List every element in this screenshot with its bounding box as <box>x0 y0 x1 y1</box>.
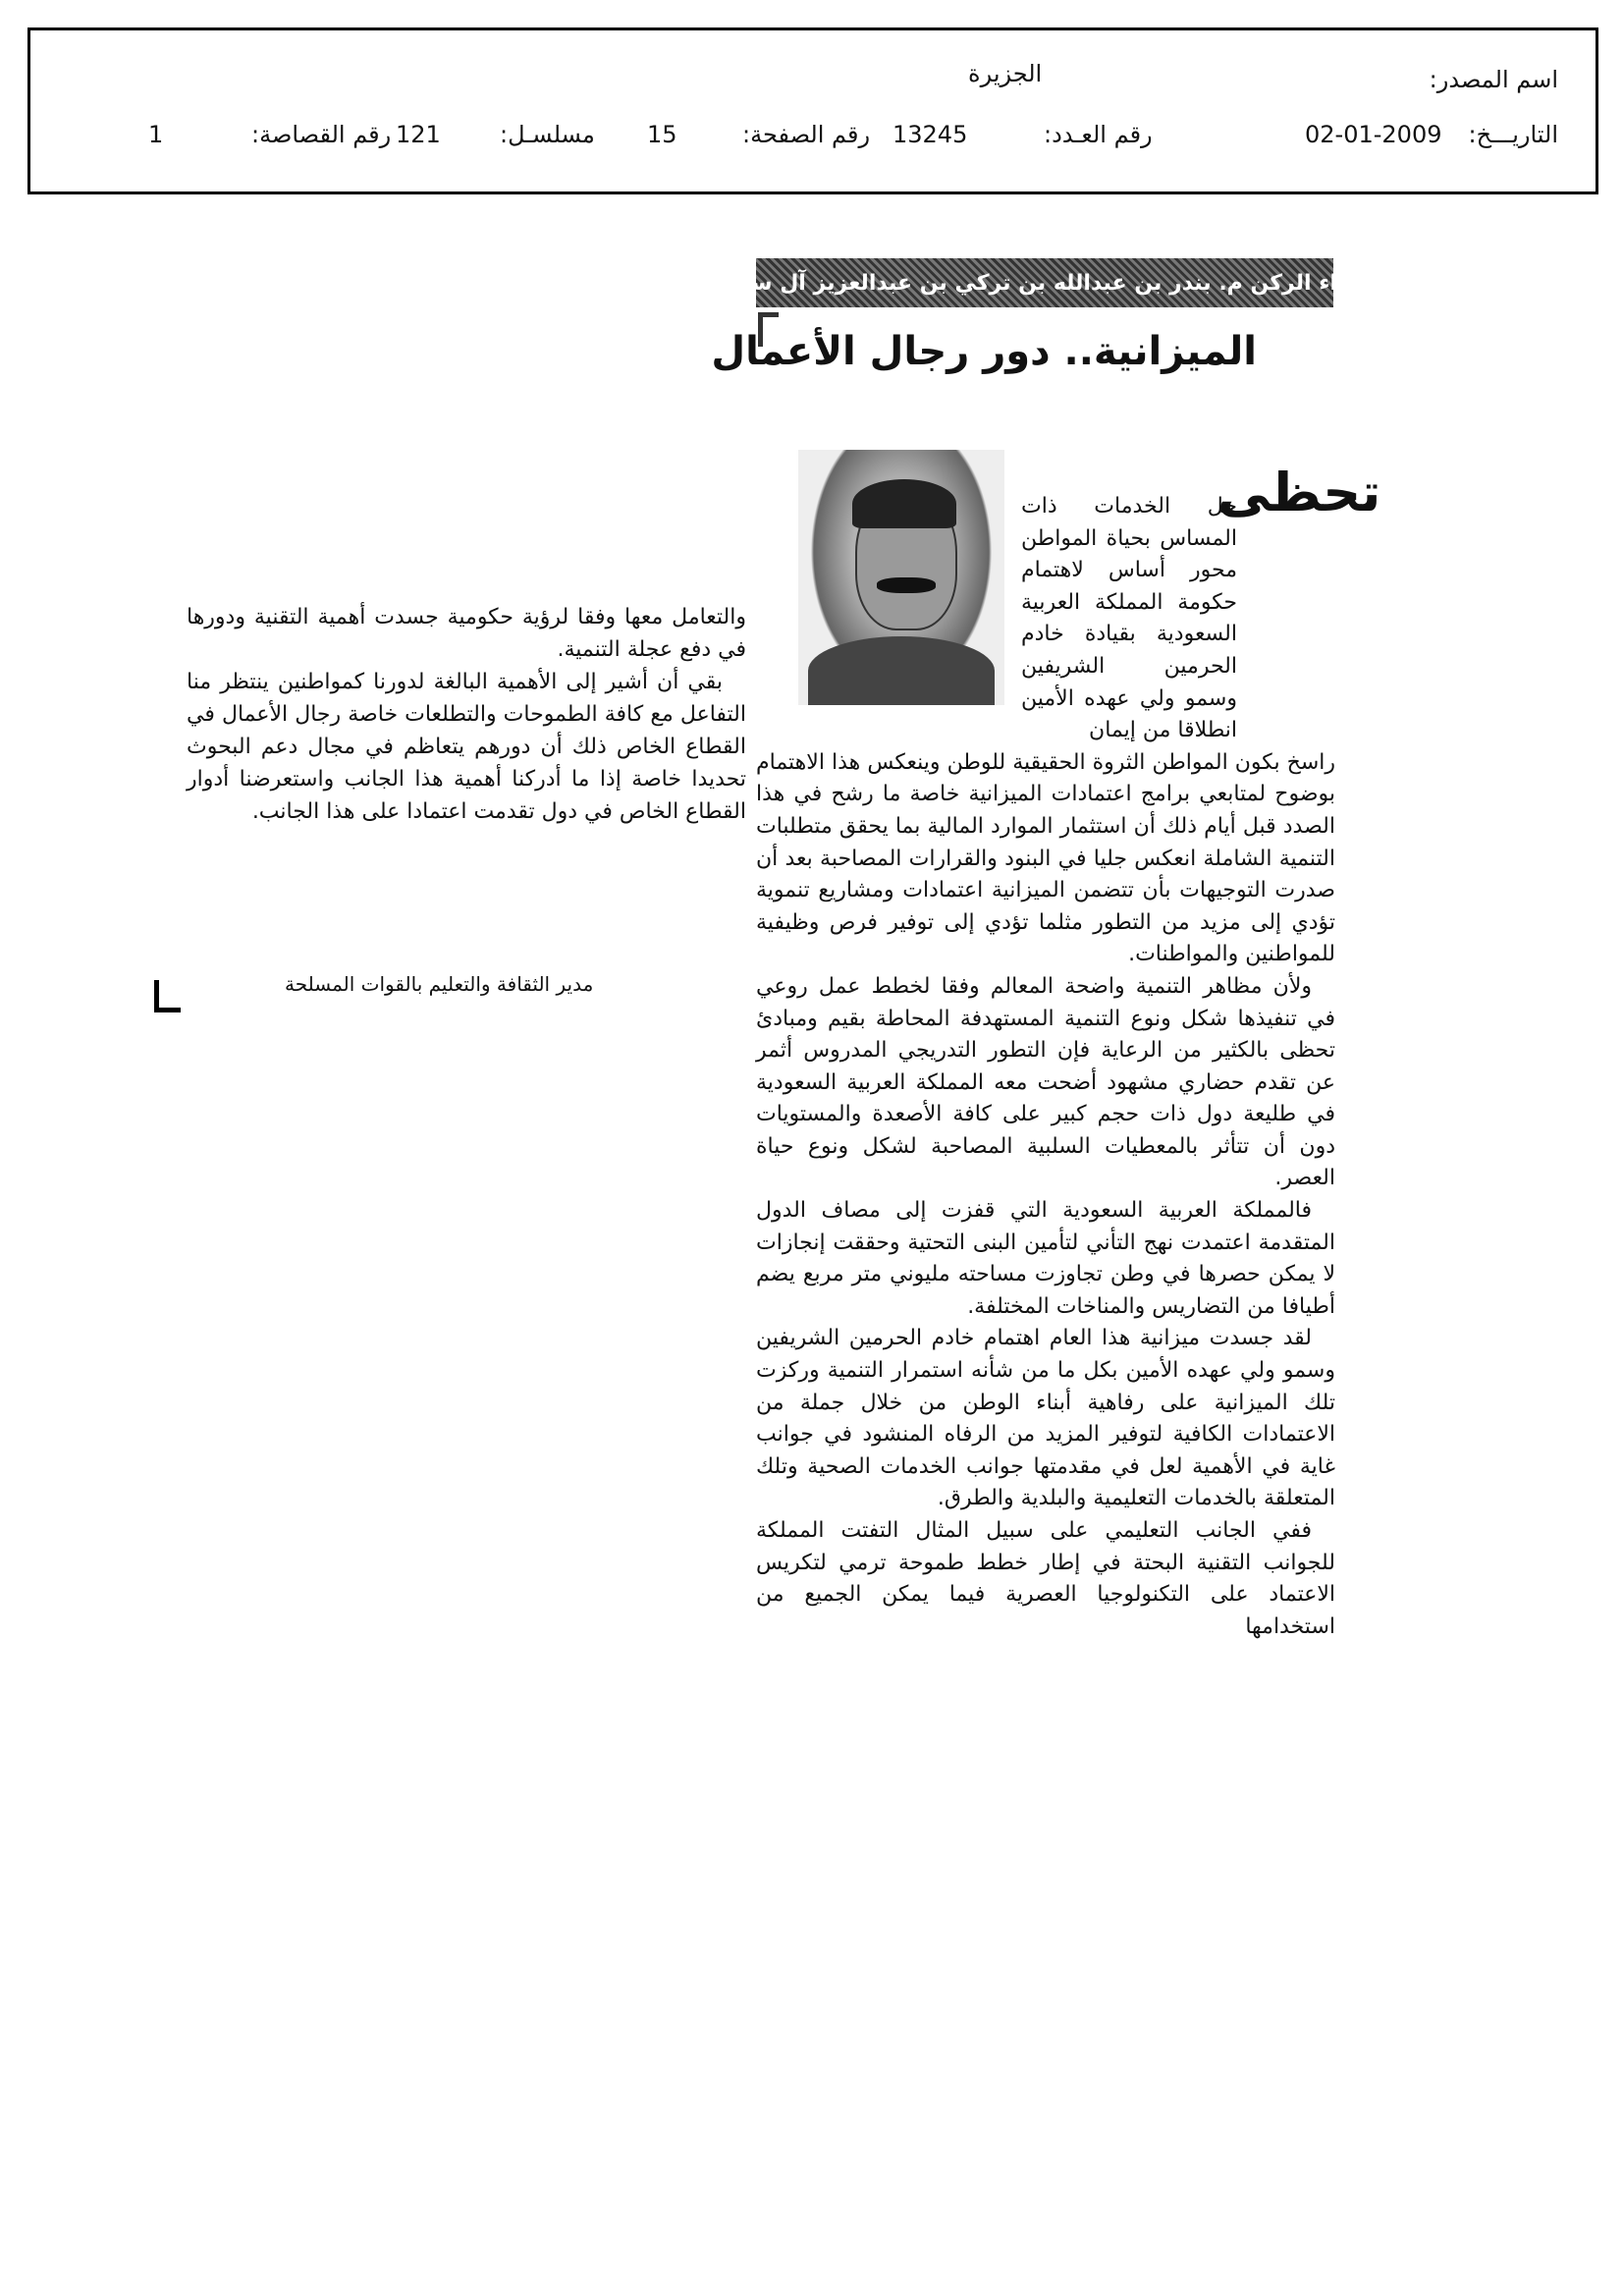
paragraph-4: فالمملكة العربية السعودية التي قفزت إلى مصاف الدول المتقدمة اعتمدت نهج التأني لتأمين البنى التحتية وحققت إنجازات لا يمكن حصرها في وطن تجاوزت مساحته مليوني متر مربع يضم أطيافا من التضاريس والمناخات المختلفة. <box>756 1198 1335 1319</box>
issue-value: 13245 <box>893 121 968 148</box>
article-left-column <box>187 601 746 828</box>
serial-label: مسلسـل: <box>500 121 595 148</box>
clipping-header <box>27 27 1598 194</box>
paragraph-7: والتعامل معها وفقا لرؤية حكومية جسدت أهمية التقنية ودورها في دفع عجلة التنمية. <box>187 605 746 662</box>
date-label: التاريـــخ: <box>1468 121 1558 148</box>
article-headline: الميزانية.. دور رجال الأعمال <box>711 329 1257 374</box>
paragraph-3: ولأن مظاهر التنمية واضحة المعالم وفقا لخطط عمل روعي في تنفيذها شكل ونوع التنمية المستهدفة المحاطة بقيم ومبادئ تحظى بالكثير من الرعاية فإن التطور التدريجي المدروس أثمر عن تقدم حضاري مشهود أضحت معه المملكة العربية السعودية في طليعة دول ذات حجم كبير على كافة الأصعدة والمستويات دون أن تتأثر بالمعطيات السلبية المصاحبة لشكل ونوع حياة العصر. <box>756 973 1335 1191</box>
end-mark <box>154 980 181 1012</box>
page-label: رقم الصفحة: <box>742 121 871 148</box>
lead-word: تحظى <box>1217 462 1381 523</box>
issue-label: رقم العـدد: <box>1044 121 1153 148</box>
author-role: مدير الثقافة والتعليم بالقوات المسلحة <box>285 972 594 996</box>
paragraph-1: جل الخدمات ذات المساس بحياة المواطن محور أساس لاهتمام حكومة المملكة العربية السعودية بقيادة خادم الحرمين الشريفين وسمو ولي عهده الأمين انطلاقا من إيمان <box>1021 494 1237 743</box>
clipping-label: رقم القصاصة: <box>251 121 392 148</box>
byline-banner <box>714 258 1376 307</box>
article-right-column <box>756 491 1335 1643</box>
paragraph-5: لقد جسدت ميزانية هذا العام اهتمام خادم الحرمين الشريفين وسمو ولي عهده الأمين بكل ما من شأنه استمرار التنمية وركزت تلك الميزانية على رفاهية أبناء الوطن من خلال جملة من الاعتمادات الكافية لتوفير المزيد من الرفاه المنشود في جوانب غاية في الأهمية لعل في مقدمتها جوانب الخدمات الصحية وتلك المتعلقة بالخدمات التعليمية والبلدية والطرق. <box>756 1326 1335 1511</box>
clipping-value: 1 <box>148 121 164 148</box>
serial-value: 121 <box>396 121 441 148</box>
source-value: الجزيرة <box>968 60 1043 87</box>
paragraph-2: راسخ بكون المواطن الثروة الحقيقية للوطن وينعكس هذا الاهتمام بوضوح لمتابعي برامج اعتمادات الميزانية خاصة ما رشح في هذا الصدد قبل أيام ذلك أن استثمار الموارد المالية بما يحقق متطلبات التنمية الشاملة انعكس جليا في البنود والقرارات المصاحبة بعد أن صدرت التوجيهات بأن تتضمن الميزانية اعتمادات ومشاريع تنموية تؤدي إلى مزيد من التطور مثلما تؤدي إلى توفير فرص وظيفية للمواطنين والمواطنات. <box>756 749 1335 967</box>
page-value: 15 <box>647 121 677 148</box>
paragraph-6: ففي الجانب التعليمي على سبيل المثال التفتت المملكة للجوانب التقنية البحتة في إطار خطط طموحة ترمي لتكريس الاعتماد على التكنولوجيا العصرية فيما يمكن الجميع من استخدامها <box>756 1518 1335 1639</box>
author-byline: اللواء الركن م. بندر بن عبدالله بن تركي بن عبدالعزيز آل سعود <box>714 270 1376 296</box>
source-label: اسم المصدر: <box>1429 66 1558 93</box>
date-value: 02-01-2009 <box>1305 121 1442 148</box>
paragraph-8: بقي أن أشير إلى الأهمية البالغة لدورنا كمواطنين ينتظر منا التفاعل مع كافة الطموحات والتطلعات خاصة رجال الأعمال في القطاع الخاص ذلك أن دورهم يتعاظم في مجال دعم البحوث تحديدا خاصة إذا ما أدركنا أهمية هذا الجانب واستعرضنا أدوار القطاع الخاص في دول تقدمت اعتمادا على هذا الجانب. <box>187 670 746 824</box>
